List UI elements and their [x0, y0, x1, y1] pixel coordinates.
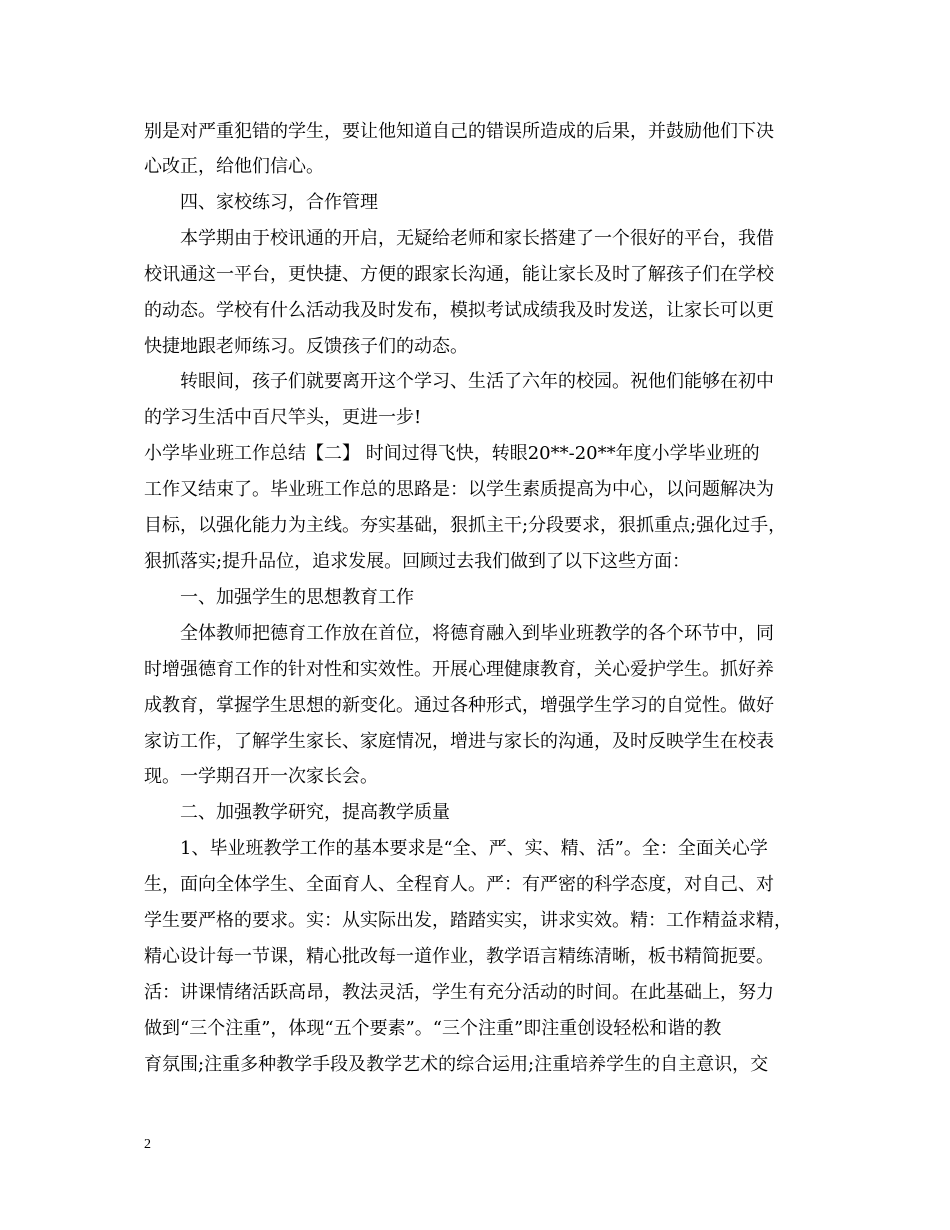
body-line: 时增强德育工作的针对性和实效性。开展心理健康教育，关心爱护学生。抓好养 — [144, 659, 774, 680]
page-number: 2 — [144, 1137, 151, 1152]
section-title-line: 小学毕业班工作总结【二】 时间过得飞快，转眼20**-20**年度小学毕业班的 — [144, 443, 760, 464]
body-line: 精心设计每一节课，精心批改每一道作业，教学语言精练清晰，板书精简扼要。 — [144, 946, 774, 967]
body-line: 家访工作，了解学生家长、家庭情况，增进与家长的沟通，及时反映学生在校表 — [144, 731, 774, 752]
body-line: 生，面向全体学生、全面育人、全程育人。严：有严密的科学态度，对自己、对 — [144, 874, 774, 895]
body-line: 别是对严重犯错的学生，要让他知道自己的错误所造成的后果，并鼓励他们下决 — [144, 121, 774, 142]
body-line: 目标，以强化能力为主线。夯实基础，狠抓主干;分段要求，狠抓重点;强化过手， — [144, 515, 787, 536]
body-line: 校讯通这一平台，更快捷、方便的跟家长沟通，能让家长及时了解孩子们在学校 — [144, 264, 774, 285]
body-line: 1、毕业班教学工作的基本要求是“全、严、实、精、活”。全：全面关心学 — [180, 838, 768, 859]
body-line: 全体教师把德育工作放在首位，将德育融入到毕业班教学的各个环节中，同 — [180, 623, 774, 644]
body-line: 活：讲课情绪活跃高昂，教法灵活，学生有充分活动的时间。在此基础上，努力 — [144, 982, 774, 1003]
body-line: 育氛围;注重多种教学手段及教学艺术的综合运用;注重培养学生的自主意识，交 — [144, 1054, 769, 1075]
body-line: 工作又结束了。毕业班工作总的思路是：以学生素质提高为中心，以问题解决为 — [144, 479, 774, 500]
body-line: 转眼间，孩子们就要离开这个学习、生活了六年的校园。祝他们能够在初中 — [180, 371, 774, 392]
section-heading: 二、加强教学研究，提高教学质量 — [180, 802, 450, 823]
body-line: 现。一学期召开一次家长会。 — [144, 766, 378, 787]
body-line: 的学习生活中百尺竿头，更进一步! — [144, 407, 422, 428]
body-line: 学生要严格的要求。实：从实际出发，踏踏实实，讲求实效。精：工作精益求精， — [144, 910, 792, 931]
body-line: 心改正，给他们信心。 — [144, 156, 324, 177]
body-line: 成教育，掌握学生思想的新变化。通过各种形式，增强学生学习的自觉性。做好 — [144, 695, 774, 716]
body-line: 的动态。学校有什么活动我及时发布，模拟考试成绩我及时发送，让家长可以更 — [144, 300, 774, 321]
body-line: 狠抓落实;提升品位，追求发展。回顾过去我们做到了以下这些方面： — [144, 551, 691, 572]
section-heading: 四、家校练习，合作管理 — [180, 192, 378, 213]
section-heading: 一、加强学生的思想教育工作 — [180, 587, 414, 608]
body-line: 做到“三个注重”，体现“五个要素”。“三个注重”即注重创设轻松和谐的教 — [144, 1018, 722, 1039]
body-line: 快捷地跟老师练习。反馈孩子们的动态。 — [144, 336, 468, 357]
body-line: 本学期由于校讯通的开启，无疑给老师和家长搭建了一个很好的平台，我借 — [180, 228, 774, 249]
